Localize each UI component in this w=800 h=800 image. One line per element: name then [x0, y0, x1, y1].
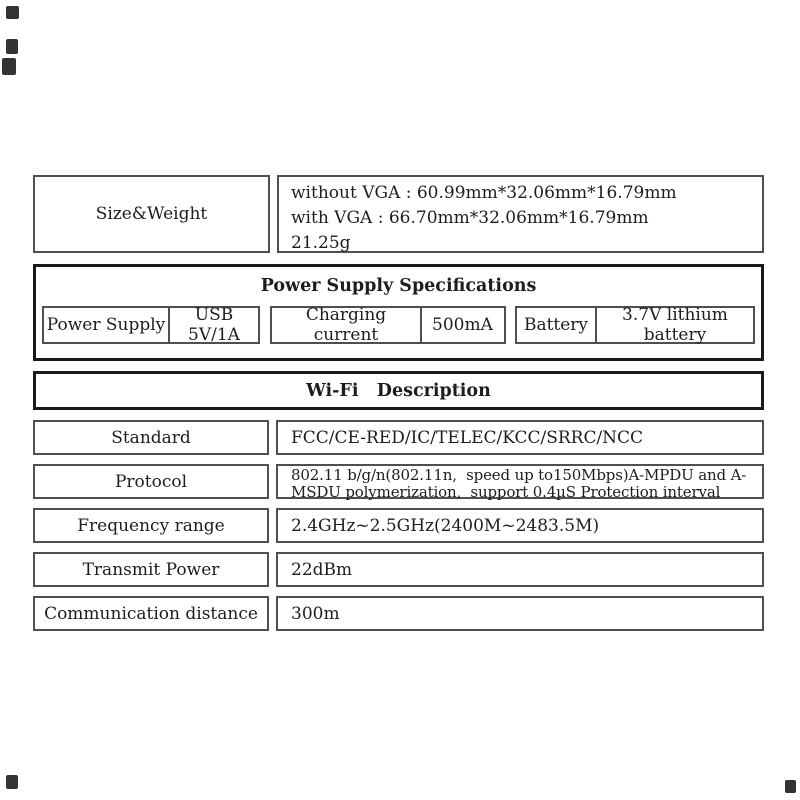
- battery-value: 3.7V lithium battery: [622, 305, 728, 345]
- power-pair-charging: [270, 306, 506, 344]
- charging-current-label: Charging current: [305, 305, 387, 345]
- standard-value-cell: [276, 420, 764, 455]
- edge-artifact: [785, 780, 796, 793]
- power-supply-value: USB 5V/1A: [188, 305, 240, 345]
- size-weight-line-1: without VGA : 60.99mm*32.06mm*16.79mm: [291, 183, 677, 203]
- power-supply-label-cell: [44, 308, 168, 342]
- protocol-value: 802.11 b/g/n(802.11n, speed up to150Mbps)A-MPDU and A-MSDU polymerization, support 0.4µS Protection interval: [291, 466, 747, 501]
- communication-distance-label: Communication distance: [44, 603, 258, 624]
- battery-value-cell: [595, 305, 753, 345]
- size-weight-label-cell: [33, 175, 270, 253]
- communication-distance-value-cell: [276, 596, 764, 631]
- transmit-power-label-cell: [33, 552, 269, 587]
- transmit-power-value-cell: [276, 552, 764, 587]
- edge-artifact: [6, 775, 18, 789]
- standard-label: Standard: [111, 427, 191, 448]
- size-weight-value-cell: [277, 175, 764, 253]
- size-weight-line-2: with VGA : 66.70mm*32.06mm*16.79mm: [291, 208, 649, 228]
- power-pair-supply: [42, 306, 260, 344]
- wifi-section-header-box: [33, 371, 764, 410]
- transmit-power-label: Transmit Power: [82, 559, 220, 580]
- battery-label: Battery: [523, 315, 589, 335]
- edge-artifact: [2, 58, 16, 75]
- power-supply-label: Power Supply: [46, 315, 166, 335]
- battery-label-cell: [517, 308, 595, 342]
- wifi-section-title: Wi-Fi Description: [306, 380, 491, 401]
- frequency-range-label-cell: [33, 508, 269, 543]
- edge-artifact: [6, 6, 19, 19]
- standard-label-cell: [33, 420, 269, 455]
- protocol-label-cell: [33, 464, 269, 499]
- communication-distance-label-cell: [33, 596, 269, 631]
- size-weight-label: Size&Weight: [95, 204, 208, 224]
- protocol-value-cell: [276, 464, 764, 499]
- charging-current-value: 500mA: [432, 315, 493, 335]
- frequency-range-value-cell: [276, 508, 764, 543]
- charging-current-label-cell: [272, 305, 420, 345]
- protocol-label: Protocol: [114, 471, 188, 492]
- frequency-range-label: Frequency range: [77, 515, 225, 536]
- communication-distance-value: 300m: [291, 603, 340, 624]
- size-weight-line-3: 21.25g: [291, 233, 351, 253]
- standard-value: FCC/CE-RED/IC/TELEC/KCC/SRRC/NCC: [291, 427, 644, 448]
- power-supply-section-title: Power Supply Specifications: [260, 276, 537, 296]
- power-supply-value-cell: [168, 305, 258, 345]
- transmit-power-value: 22dBm: [291, 559, 353, 580]
- edge-artifact: [6, 39, 18, 54]
- charging-current-value-cell: [420, 308, 504, 342]
- power-pair-battery: [515, 306, 755, 344]
- frequency-range-value: 2.4GHz~2.5GHz(2400M~2483.5M): [291, 515, 600, 536]
